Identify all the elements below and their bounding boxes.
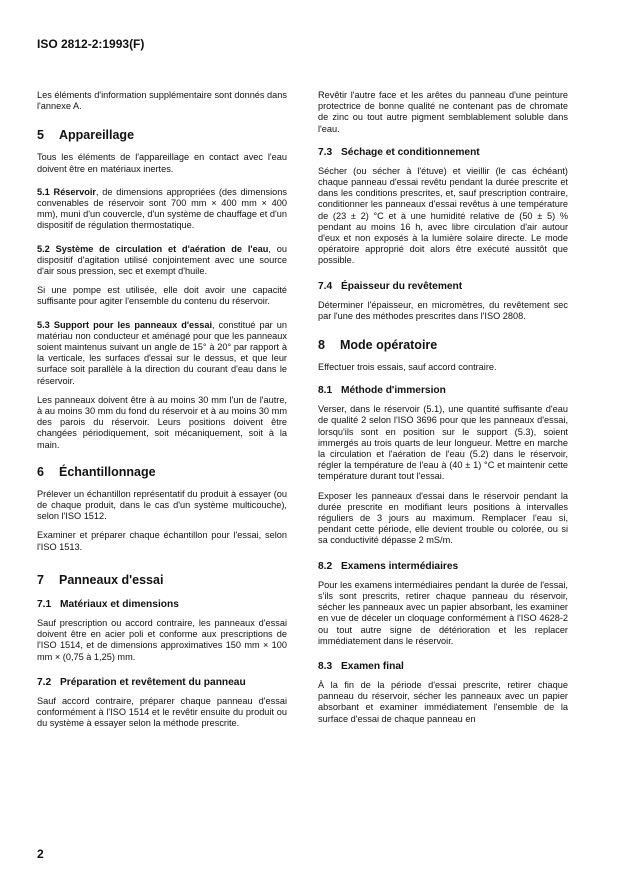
clause-lead: 5.1 Réservoir — [37, 186, 96, 197]
subsection-number: 7.1 — [37, 598, 52, 610]
clause-lead: 5.2 Système de circulation et d'aération de l'eau — [37, 243, 269, 254]
subsection-number: 7.3 — [318, 146, 333, 158]
section-heading-6 — [37, 465, 287, 479]
subsection-heading-8-2 — [318, 561, 568, 572]
section-heading-7 — [37, 573, 287, 587]
section-title: Mode opératoire — [340, 338, 438, 353]
paragraph: À la fin de la période d'essai prescrite, retirer chaque panneau du réservoir, sécher les panneaux avec un papier absorbant et examiner immédiatement l'ensemble de la surface d'essai de chaque panneau en — [318, 679, 568, 724]
section-number: 5 — [37, 128, 44, 143]
section-number: 6 — [37, 464, 44, 479]
paragraph: Effectuer trois essais, sauf accord contraire. — [318, 362, 497, 373]
clause-5-1 — [37, 187, 287, 232]
subsection-number: 7.2 — [37, 676, 52, 688]
section-title: Échantillonnage — [59, 464, 156, 479]
section-number: 7 — [37, 572, 44, 587]
subsection-title: Méthode d'immersion — [341, 385, 446, 397]
subsection-heading-7-3 — [318, 147, 568, 158]
left-column — [37, 90, 287, 737]
section-heading-8 — [318, 338, 568, 352]
subsection-title: Examen final — [341, 660, 404, 672]
subsection-number: 8.2 — [318, 560, 333, 572]
paragraph: Verser, dans le réservoir (5.1), une quantité suffisante d'eau de qualité 2 selon l'ISO 3696 pour que les panneaux d'essai, lorsqu'ils sont en position sur le support (5.3), soient immergés au trois quarts de leur longueur. Mettre en marche la circulation et l'aération de l'eau (5.2) dans le réservoir, régler la température de l'eau à (40 ± 1) °C et maintenir cette température durant tout l'essai. — [318, 404, 568, 482]
section-title: Appareillage — [59, 128, 135, 143]
subsection-title: Examens intermédiaires — [341, 560, 459, 572]
clause-text: , ou dispositif d'agitation utilisé conjointement avec une source d'air sous pression, sec et exempt d'huile. — [37, 243, 287, 277]
clause-text: , de dimensions appropriées (des dimensions convenables de réservoir sont 700 mm × 400 mm × 400 mm), muni d'un couvercle, d'un système de chauffage et d'un dispositif de régulation thermostatique. — [37, 186, 287, 231]
clause-lead: 5.3 Support pour les panneaux d'essai — [37, 319, 213, 330]
section-title: Panneaux d'essai — [59, 572, 164, 587]
paragraph: Examiner et préparer chaque échantillon pour l'essai, selon l'ISO 1513. — [37, 530, 287, 552]
subsection-heading-8-3 — [318, 661, 568, 672]
subsection-number: 8.3 — [318, 660, 333, 672]
paragraph: Revêtir l'autre face et les arêtes du panneau d'une peinture protectrice de bonne qualité ne contenant pas de chromate de zinc ou tout autre pigment semblablement soluble dans l'eau. — [318, 90, 568, 134]
clause-text: , constitué par un matériau non conducteur et aménagé pour que les panneaux soient maintenus suivant un angle de 15° à 20° par rapport à la verticale, les surfaces d'essai sur le dessus, et que leur surface soit parallèle à la direction du courant d'eau dans le réservoir. — [37, 319, 287, 386]
section-number: 8 — [318, 338, 325, 353]
page-number: 2 — [37, 847, 44, 861]
subsection-heading-7-1 — [37, 599, 287, 610]
paragraph: Sauf accord contraire, préparer chaque panneau d'essai conformément à l'ISO 1514 et le revêtir ensuite du produit ou du système à essayer selon la méthode prescrite. — [37, 695, 287, 729]
subsection-heading-8-1 — [318, 385, 568, 396]
paragraph: Sécher (ou sécher à l'étuve) et vieillir (le cas échéant) chaque panneau d'essai revêtu pendant la durée prescrite et dans les conditions prescrites, et, sauf prescription contraire, conditionner les panneaux d'essai revêtus à une température de (23 ± 2) °C et à une humidité relative de (50 ± 5) % pendant au moins 16 h, avec libre circulation d'air autour d'eux et non exposés à la lumière solaire directe. Le mode opératoire approprié doit alors être exécuté aussitôt que possible. — [318, 165, 568, 266]
subsection-title: Séchage et conditionnement — [341, 146, 480, 158]
subsection-number: 8.1 — [318, 385, 333, 397]
subsection-heading-7-4 — [318, 281, 568, 292]
document-header: ISO 2812-2:1993(F) — [37, 37, 145, 51]
paragraph: Exposer les panneaux d'essai dans le réservoir pendant la durée prescrite en modifiant leurs positions à intervalles réguliers de 3 jours au maximum. Remplacer l'eau si, pendant cette période, elle devient trouble ou colorée, ou si sa conductivité dépasse 2 mS/m. — [318, 490, 568, 546]
paragraph: Déterminer l'épaisseur, en micromètres, du revêtement sec par l'une des méthodes prescrites dans l'ISO 2808. — [318, 299, 568, 321]
clause-5-3 — [37, 320, 287, 387]
section-heading-5 — [37, 128, 287, 142]
paragraph: Sauf prescription ou accord contraire, les panneaux d'essai doivent être en acier poli et conforme aux prescriptions de l'ISO 1514, et de dimensions approximatives 150 mm × 100 mm × (0,75 à 1,25) mm. — [37, 617, 287, 662]
subsection-title: Épaisseur du revêtement — [341, 280, 463, 292]
paragraph: Pour les examens intermédiaires pendant la durée de l'essai, s'ils sont prescrits, retirer chaque panneau du réservoir, sécher les panneaux avec un papier absorbant, les examiner en vue de déceler un cloquage conformément à l'ISO 4628-2 ou tout autre signe de détérioration et les replacer immédiatement dans le réservoir. — [318, 579, 568, 646]
subsection-heading-7-2 — [37, 677, 287, 688]
right-column — [318, 90, 568, 733]
subsection-title: Préparation et revêtement du panneau — [60, 676, 246, 688]
paragraph: Tous les éléments de l'appareillage en contact avec l'eau doivent être en matériaux inertes. — [37, 152, 287, 174]
paragraph: Prélever un échantillon représentatif du produit à essayer (ou de chaque produit, dans le cas d'un système multicouche), selon l'ISO 1512. — [37, 488, 287, 522]
paragraph: Si une pompe est utilisée, elle doit avoir une capacité suffisante pour agiter l'ensemble du contenu du réservoir. — [37, 285, 287, 307]
subsection-number: 7.4 — [318, 280, 333, 292]
paragraph: Les éléments d'information supplémentaire sont donnés dans l'annexe A. — [37, 90, 287, 112]
subsection-title: Matériaux et dimensions — [60, 598, 179, 610]
clause-5-2 — [37, 244, 287, 278]
paragraph: Les panneaux doivent être à au moins 30 mm l'un de l'autre, à au moins 30 mm du fond du réservoir et à au moins 30 mm des parois du réservoir. Leurs positions doivent être changées périodiquement, soit mécaniquement, soit à la main. — [37, 394, 287, 450]
